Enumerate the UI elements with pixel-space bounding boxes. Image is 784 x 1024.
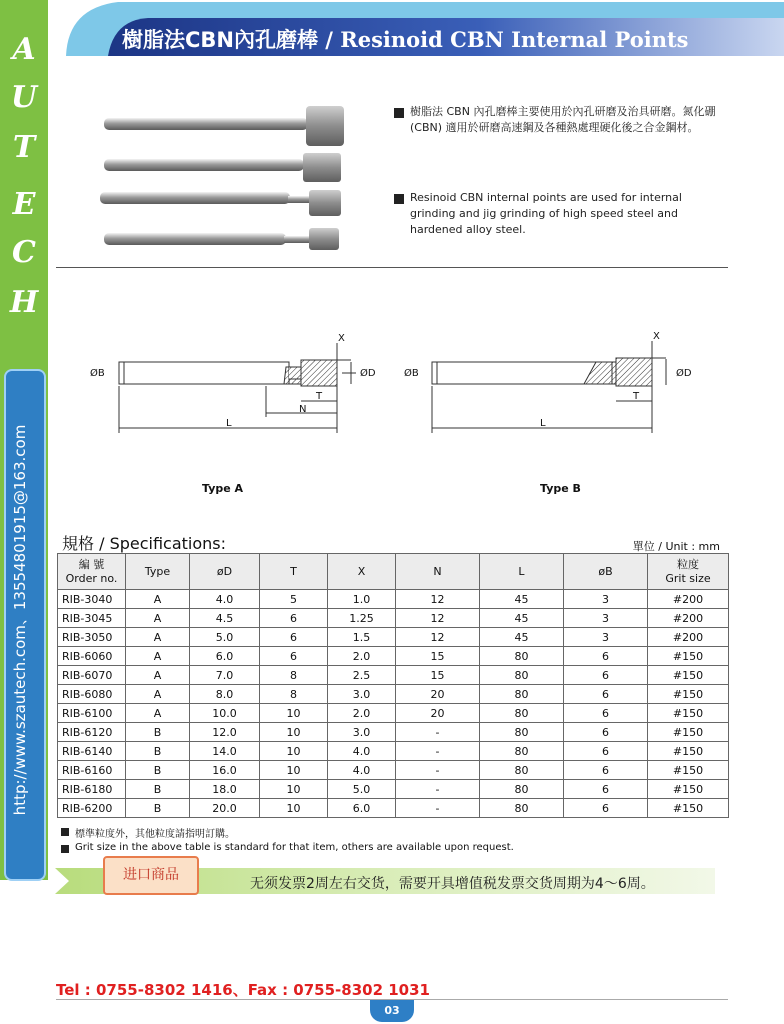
label-d: ØD (360, 368, 376, 379)
col-b: øB (564, 554, 648, 590)
cell-grit: #200 (648, 590, 729, 609)
bullet-icon (394, 108, 404, 118)
cell-t: 6 (260, 647, 328, 666)
tool-neck (284, 236, 310, 243)
cell-x: 1.5 (328, 628, 396, 647)
col-order-no: 編 號 Order no. (58, 554, 126, 590)
cell-grit: #150 (648, 761, 729, 780)
bullet-icon (394, 194, 404, 204)
cell-grit: #150 (648, 666, 729, 685)
cell-l: 80 (480, 723, 564, 742)
cell-grit: #150 (648, 685, 729, 704)
tool-shank (104, 159, 304, 171)
cell-type: A (126, 685, 190, 704)
cell-n: 12 (396, 590, 480, 609)
cell-x: 2.0 (328, 647, 396, 666)
cell-code: RIB-6080 (58, 685, 126, 704)
cell-x: 4.0 (328, 742, 396, 761)
footer-contact: Tel : 0755-8302 1416、Fax : 0755-8302 1031 (56, 981, 430, 999)
type-b-drawing (432, 341, 666, 433)
table-header-row (58, 554, 729, 590)
cell-x: 3.0 (328, 685, 396, 704)
table-row (58, 799, 729, 818)
cell-type: A (126, 628, 190, 647)
col-grit: 粒度 Grit size (648, 554, 729, 590)
cell-l: 80 (480, 647, 564, 666)
brand-letter: A (12, 32, 36, 67)
cell-x: 1.25 (328, 609, 396, 628)
cell-b: 6 (564, 666, 648, 685)
cell-n: - (396, 761, 480, 780)
cell-type: B (126, 780, 190, 799)
cell-t: 10 (260, 723, 328, 742)
cell-d: 18.0 (190, 780, 260, 799)
cell-grit: #150 (648, 723, 729, 742)
table-row (58, 761, 729, 780)
label-t: T (633, 391, 640, 402)
cell-t: 6 (260, 628, 328, 647)
import-goods-button[interactable]: 进口商品 (103, 856, 199, 895)
cell-l: 80 (480, 742, 564, 761)
cell-grit: #200 (648, 628, 729, 647)
label-b: ØB (404, 368, 419, 379)
cell-b: 6 (564, 742, 648, 761)
description-cn: 樹脂法 CBN 內孔磨棒主要使用於內孔研磨及治具研磨。氮化硼 (CBN) 適用於研磨高速鋼及各種熱處理硬化後之合金鋼材。 (410, 105, 716, 134)
table-row (58, 704, 729, 723)
cell-code: RIB-3045 (58, 609, 126, 628)
cell-type: B (126, 761, 190, 780)
table-row (58, 666, 729, 685)
tool-head (309, 228, 339, 250)
cell-x: 2.5 (328, 666, 396, 685)
col-type: Type (126, 554, 190, 590)
unit-label: 單位 / Unit : mm (632, 540, 720, 553)
table-row (58, 647, 729, 666)
cell-t: 5 (260, 590, 328, 609)
cell-d: 5.0 (190, 628, 260, 647)
cell-grit: #150 (648, 742, 729, 761)
cell-t: 8 (260, 685, 328, 704)
bullet-icon (61, 828, 69, 836)
cell-type: A (126, 704, 190, 723)
label-t: T (316, 391, 323, 402)
cell-d: 10.0 (190, 704, 260, 723)
tool-shank (104, 233, 286, 245)
cell-code: RIB-3050 (58, 628, 126, 647)
brand-letter: T (12, 130, 36, 165)
cell-b: 6 (564, 799, 648, 818)
cell-d: 6.0 (190, 647, 260, 666)
cell-b: 6 (564, 761, 648, 780)
technical-drawing (56, 325, 728, 440)
product-photo (96, 96, 356, 256)
tool-neck (288, 196, 310, 203)
cell-l: 80 (480, 780, 564, 799)
cell-d: 14.0 (190, 742, 260, 761)
cell-n: 12 (396, 628, 480, 647)
label-x: X (338, 333, 345, 344)
cell-t: 10 (260, 780, 328, 799)
cell-t: 6 (260, 609, 328, 628)
cell-d: 16.0 (190, 761, 260, 780)
cell-x: 2.0 (328, 704, 396, 723)
cell-b: 3 (564, 590, 648, 609)
divider (56, 267, 728, 268)
spec-title: 規格 / Specifications: (62, 534, 227, 553)
cell-code: RIB-6200 (58, 799, 126, 818)
cell-code: RIB-6160 (58, 761, 126, 780)
tool-shank (100, 192, 290, 204)
cell-x: 5.0 (328, 780, 396, 799)
table-row (58, 628, 729, 647)
cell-x: 1.0 (328, 590, 396, 609)
cell-n: - (396, 799, 480, 818)
cell-l: 80 (480, 685, 564, 704)
note-cn: 標準粒度外，其他粒度請指明訂購。 (75, 829, 235, 840)
cell-type: A (126, 609, 190, 628)
type-b-caption: Type B (540, 482, 581, 495)
cell-grit: #150 (648, 780, 729, 799)
cell-n: - (396, 780, 480, 799)
cell-grit: #200 (648, 609, 729, 628)
cell-b: 3 (564, 628, 648, 647)
cell-n: 15 (396, 666, 480, 685)
cell-t: 10 (260, 799, 328, 818)
cell-n: 15 (396, 647, 480, 666)
cell-l: 45 (480, 609, 564, 628)
brand-letter: C (12, 235, 36, 270)
delivery-note: 无须发票2周左右交货，需要开具增值税发票交货周期为4～6周。 (250, 876, 655, 892)
cell-x: 6.0 (328, 799, 396, 818)
cell-x: 4.0 (328, 761, 396, 780)
cell-d: 4.0 (190, 590, 260, 609)
cell-d: 12.0 (190, 723, 260, 742)
cell-l: 45 (480, 590, 564, 609)
table-row (58, 685, 729, 704)
cell-type: B (126, 742, 190, 761)
description-en: Resinoid CBN internal points are used for internal grinding and jig grinding of high speed steel and hardened alloy steel. (410, 191, 682, 236)
cell-l: 80 (480, 666, 564, 685)
bullet-icon (61, 845, 69, 853)
cell-d: 4.5 (190, 609, 260, 628)
cell-code: RIB-6120 (58, 723, 126, 742)
label-l: L (226, 418, 232, 429)
cell-type: A (126, 590, 190, 609)
cell-code: RIB-3040 (58, 590, 126, 609)
cell-n: 20 (396, 704, 480, 723)
cell-n: 20 (396, 685, 480, 704)
cell-l: 45 (480, 628, 564, 647)
spec-table (57, 553, 729, 818)
cell-b: 6 (564, 780, 648, 799)
cell-b: 6 (564, 647, 648, 666)
cell-t: 10 (260, 704, 328, 723)
title-cn: 樹脂法CBN內孔磨棒 (122, 28, 318, 52)
tool-head (303, 153, 341, 182)
cell-b: 6 (564, 704, 648, 723)
brand-letter: H (9, 285, 39, 320)
cell-t: 8 (260, 666, 328, 685)
cell-b: 6 (564, 685, 648, 704)
cell-n: - (396, 742, 480, 761)
cell-n: - (396, 723, 480, 742)
col-t: T (260, 554, 328, 590)
cell-l: 80 (480, 761, 564, 780)
cell-code: RIB-6140 (58, 742, 126, 761)
note-en: Grit size in the above table is standard for that item, others are available upon request. (75, 842, 514, 853)
cell-code: RIB-6070 (58, 666, 126, 685)
cell-type: A (126, 666, 190, 685)
table-row (58, 590, 729, 609)
tool-head (309, 190, 341, 216)
label-n: N (299, 404, 307, 415)
cell-x: 3.0 (328, 723, 396, 742)
cell-code: RIB-6060 (58, 647, 126, 666)
cell-b: 3 (564, 609, 648, 628)
cell-grit: #150 (648, 799, 729, 818)
cell-n: 12 (396, 609, 480, 628)
cell-code: RIB-6180 (58, 780, 126, 799)
table-row (58, 742, 729, 761)
cell-grit: #150 (648, 647, 729, 666)
type-a-caption: Type A (202, 482, 244, 495)
col-n: N (396, 554, 480, 590)
cell-d: 8.0 (190, 685, 260, 704)
col-l: L (480, 554, 564, 590)
table-row (58, 723, 729, 742)
contact-text[interactable]: http://www.szautech.com、13554801915@163.com (11, 424, 29, 816)
cell-l: 80 (480, 799, 564, 818)
page-title (122, 24, 689, 54)
table-row (58, 609, 729, 628)
page-number: 03 (370, 1000, 414, 1022)
col-x: X (328, 554, 396, 590)
label-x: X (653, 331, 660, 342)
cell-grit: #150 (648, 704, 729, 723)
title-en: / Resinoid CBN Internal Points (318, 27, 689, 52)
tool-shank (104, 118, 308, 130)
label-d: ØD (676, 368, 692, 379)
cell-t: 10 (260, 742, 328, 761)
cell-type: B (126, 723, 190, 742)
brand-letter: E (12, 187, 36, 222)
cell-d: 20.0 (190, 799, 260, 818)
cell-type: A (126, 647, 190, 666)
label-b: ØB (90, 368, 105, 379)
cell-b: 6 (564, 723, 648, 742)
cell-l: 80 (480, 704, 564, 723)
tool-head (306, 106, 344, 146)
cell-d: 7.0 (190, 666, 260, 685)
table-row (58, 780, 729, 799)
label-l: L (540, 418, 546, 429)
brand-letter: U (10, 80, 38, 115)
type-a-drawing (119, 343, 356, 433)
col-d: øD (190, 554, 260, 590)
cell-code: RIB-6100 (58, 704, 126, 723)
cell-t: 10 (260, 761, 328, 780)
cell-type: B (126, 799, 190, 818)
